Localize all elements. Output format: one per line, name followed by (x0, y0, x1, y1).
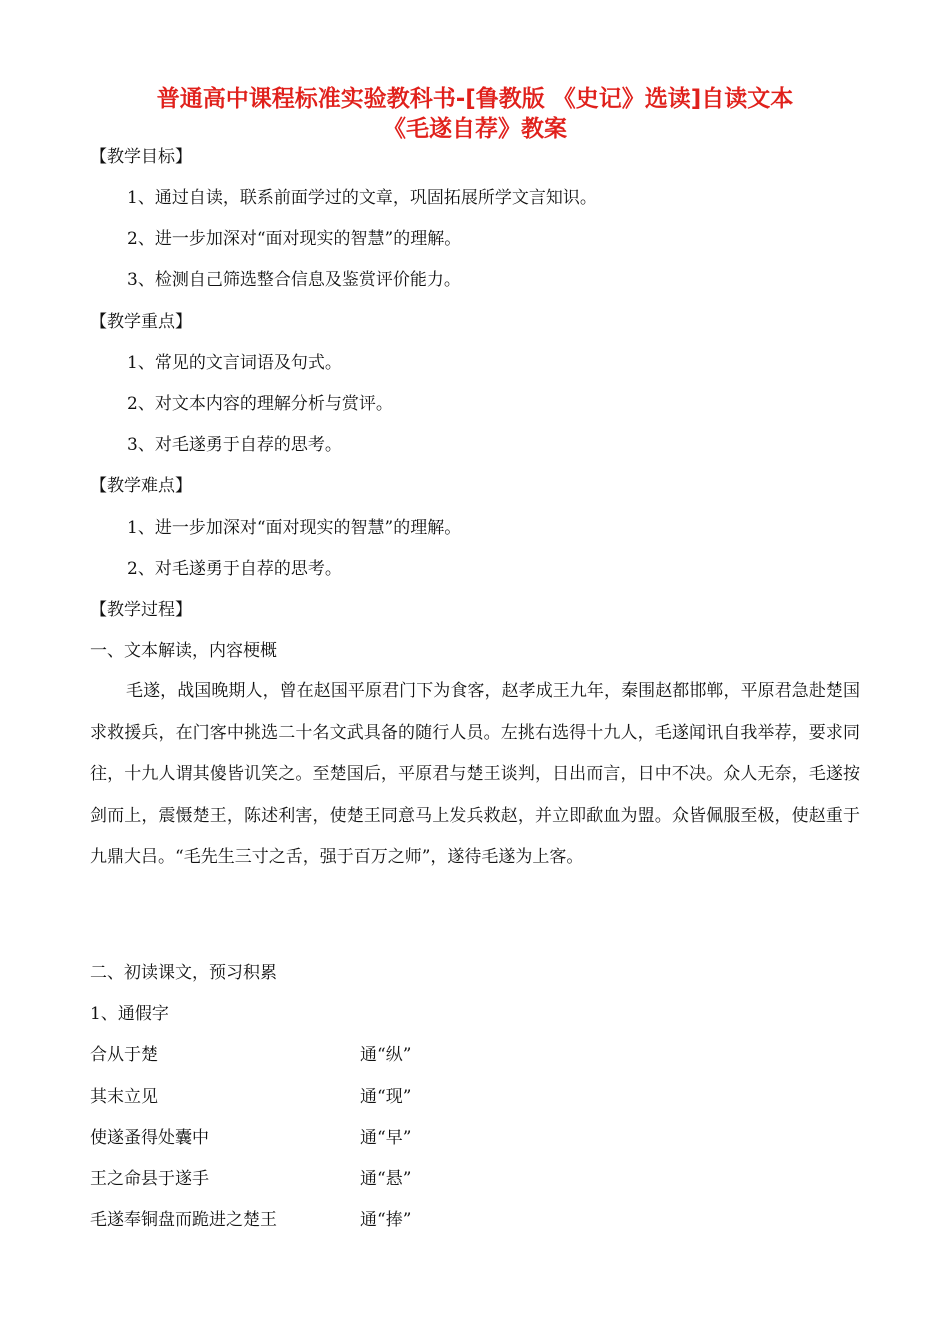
key-point-item-1: 1、常见的文言词语及句式。 (127, 353, 342, 373)
goal-item-1: 1、通过自读，联系前面学过的文章，巩固拓展所学文言知识。 (127, 188, 597, 208)
document-title-line-1: 普通高中课程标准实验教科书-[鲁教版 《史记》选读]自读文本 (156, 86, 794, 112)
tongjia-sentence: 王之命县于遂手 (90, 1169, 209, 1189)
tongjia-note: 通“现” (360, 1087, 412, 1107)
tongjia-note: 通“捧” (360, 1210, 412, 1230)
document-title-line-2: 《毛遂自荐》教案 (383, 116, 567, 142)
tongjia-note: 通“纵” (360, 1045, 412, 1065)
difficulty-item-1: 1、进一步加深对“面对现实的智慧”的理解。 (127, 518, 462, 538)
key-point-item-3: 3、对毛遂勇于自荐的思考。 (127, 435, 342, 455)
tongjia-heading: 1、通假字 (90, 1004, 169, 1024)
process-part1-summary: 毛遂，战国晚期人，曾在赵国平原君门下为食客，赵孝成王九年，秦围赵都邯郸，平原君急赴楚国求救援兵，在门客中挑选二十名文武具备的随行人员。左挑右选得十九人，毛遂闻讯自我举荐，要求同往，十九人谓其傻皆讥笑之。至楚国后，平原君与楚王谈判，日出而言，日中不决。众人无奈，毛遂按剑而上，震慑楚王，陈述利害，使楚王同意马上发兵救赵，并立即歃血为盟。众皆佩服至极，使赵重于九鼎大吕。“毛先生三寸之舌，强于百万之师”，遂待毛遂为上客。 (90, 681, 860, 867)
section-heading-goals: 【教学目标】 (90, 147, 192, 167)
tongjia-note: 通“早” (360, 1128, 412, 1148)
key-point-item-2: 2、对文本内容的理解分析与赏评。 (127, 394, 393, 414)
goal-item-2: 2、进一步加深对“面对现实的智慧”的理解。 (127, 229, 462, 249)
difficulty-item-2: 2、对毛遂勇于自荐的思考。 (127, 559, 342, 579)
process-part1-heading: 一、文本解读，内容梗概 (90, 641, 277, 661)
tongjia-sentence: 使遂蚤得处囊中 (90, 1128, 209, 1148)
section-heading-key-points: 【教学重点】 (90, 312, 192, 332)
tongjia-sentence: 合从于楚 (90, 1045, 158, 1065)
process-part2-heading: 二、初读课文，预习积累 (90, 963, 277, 983)
tongjia-note: 通“悬” (360, 1169, 412, 1189)
section-heading-process: 【教学过程】 (90, 600, 192, 620)
tongjia-sentence: 其末立见 (90, 1087, 158, 1107)
section-heading-difficulties: 【教学难点】 (90, 476, 192, 496)
goal-item-3: 3、检测自己筛选整合信息及鉴赏评价能力。 (127, 270, 461, 290)
tongjia-sentence: 毛遂奉铜盘而跪进之楚王 (90, 1210, 277, 1230)
